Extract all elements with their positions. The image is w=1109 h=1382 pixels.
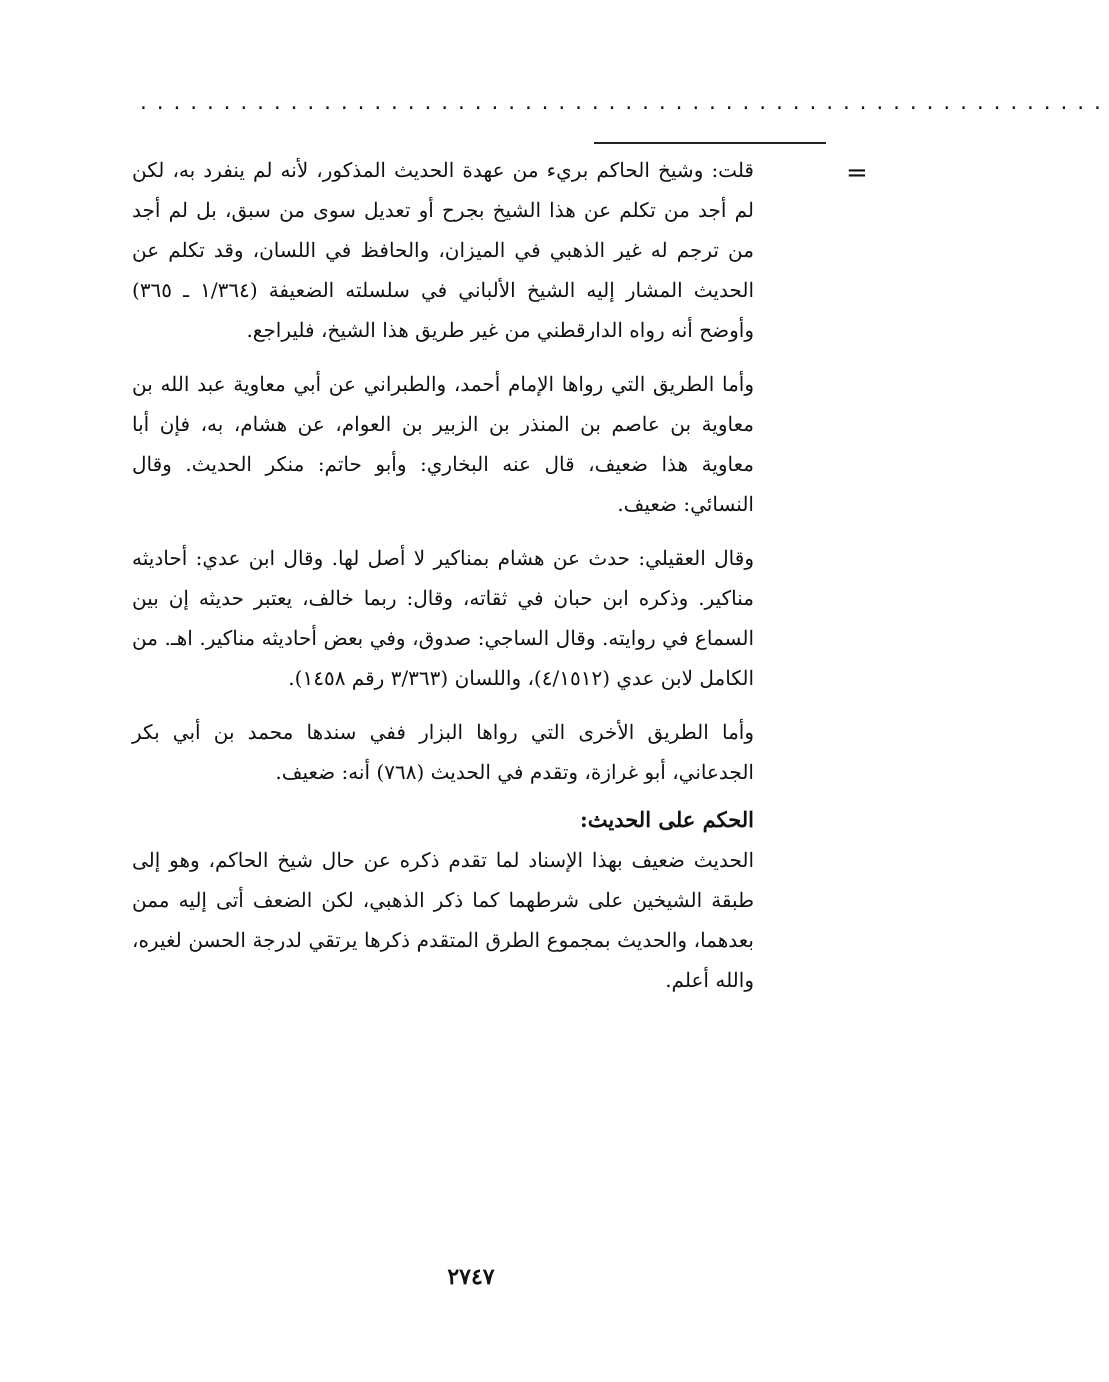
page-body <box>132 150 754 1000</box>
paragraph-4: وأما الطريق الأخرى التي رواها البزار ففي سندها محمد بن أبي بكر الجدعاني، أبو غرازة، وتقدم في الحديث (٧٦٨) أنه: ضعيف. <box>132 720 754 784</box>
ruling-heading: الحكم على الحديث: <box>580 807 754 832</box>
page-number: ٢٧٤٧ <box>447 1264 495 1290</box>
paragraph-1: قلت: وشيخ الحاكم بريء من عهدة الحديث المذكور، لأنه لم ينفرد به، لكن لم أجد من تكلم عن هذا الشيخ بجرح أو تعديل سوى من سبق، بل لم أجد من ترجم له غير الذهبي في الميزان، والحافظ في اللسان، وقد تكلم عن الحديث المشار إليه الشيخ الألباني في سلسلته الضعيفة (١/٣٦٤ ـ ٣٦٥) وأوضح أنه رواه الدارقطني من غير طريق هذا الشيخ، فليراجع. <box>132 158 754 342</box>
footnote-separator-rule <box>594 142 826 144</box>
paragraph-3: وقال العقيلي: حدث عن هشام بمناكير لا أصل لها. وقال ابن عدي: أحاديثه مناكير. وذكره ابن حبان في ثقاته، وقال: ربما خالف، يعتبر حديثه إن بين السماع في روايته. وقال الساجي: صدوق، وفي بعض أحاديثه مناكير. اهـ. من الكامل لابن عدي (٤/١٥١٢)، واللسان (٣/٣٦٣ رقم ١٤٥٨). <box>132 546 754 690</box>
margin-marker: = <box>846 158 868 188</box>
paragraph-2: وأما الطريق التي رواها الإمام أحمد، والطبراني عن أبي معاوية عبد الله بن معاوية بن عاصم بن المنذر بن الزبير بن العوام، عن هشام، به، فإن أبا معاوية هذا ضعيف، قال عنه البخاري: وأبو حاتم: منكر الحديث. وقال النسائي: ضعيف. <box>132 372 754 516</box>
ruling-text: الحديث ضعيف بهذا الإسناد لما تقدم ذكره عن حال شيخ الحاكم، وهو إلى طبقة الشيخين على شرطهما كما ذكر الذهبي، لكن الضعف أتى إليه ممن بعدهما، والحديث بمجموع الطرق المتقدم ذكرها يرتقي لدرجة الحسن لغيره، والله أعلم. <box>132 848 755 992</box>
leader-dots: .......................................................... <box>138 93 1109 114</box>
